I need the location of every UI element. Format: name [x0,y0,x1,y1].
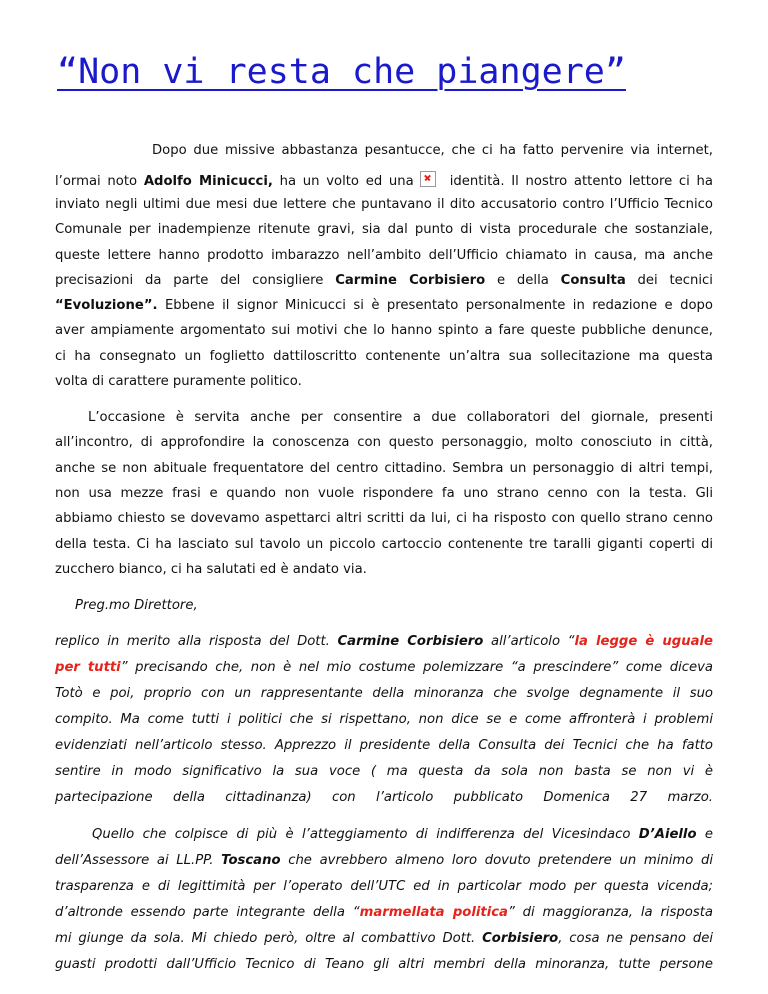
p4-line-2: dell’Assessore ai LL.PP. Toscano che avrebbero almeno loro dovuto pretendere un minimo di [55,853,713,868]
p2-line-6: della testa. Ci ha lasciato sul tavolo un piccolo cartoccio contenente tre taralli giganti coperti di [55,537,713,552]
p3-line-2: per tutti” precisando che, non è nel mio costume polemizzare “a prescindere” come diceva [55,660,713,675]
p1-line-7: “Evoluzione”. Ebbene il signor Minicucci si è presentato personalmente in redazione e dopo [55,298,713,313]
p2-line-2: all’incontro, di approfondire la conoscenza con questo personaggio, molto conosciuto in città, [55,435,713,450]
article-quote: la legge è uguale [574,634,713,649]
p1-line-9: ci ha consegnato un foglietto dattiloscritto contenente un’altra sua sollecitazione ma questa [55,349,713,364]
p2-line-5: abbiamo chiesto se dovevamo aspettarci altri scritti da lui, ci ha risposto con quello strano cenno [55,511,713,526]
p2-line-4: non usa mezze frasi e quando non vuole rispondere fa uno strano cenno con la testa. Gli [55,486,713,501]
p1-line-5: queste lettere hanno prodotto imbarazzo nell’ambito dell’Ufficio chiamato in causa, ma anche [55,248,713,263]
p3-line-1: replico in merito alla risposta del Dott. Carmine Corbisiero all’articolo “la legge è uguale [55,634,713,649]
p4-line-3: trasparenza e di legittimità per l’operato dell’UTC ed in particolar modo per questa vicenda; [55,879,713,894]
article-title: “Non vi resta che piangere” [57,52,626,92]
p3-line-6: sentire in modo significativo la sua voce ( ma questa da sola non basta se non vi è [55,764,713,779]
p3-line-4: compito. Ma come tutti i politici che si rispettano, non dice se e come affronterà i problemi [55,712,713,727]
p1-line-2: l’ormai noto Adolfo Minicucci, ha un volto ed una identità. Il nostro attento lettore ci ha [55,171,713,190]
p1-line-3: inviato negli ultimi due mesi due lettere che puntavano il dito accusatorio contro l’Ufficio Tecnico [55,197,713,212]
broken-image-icon [420,171,436,187]
p4-line-5: mi giunge da sola. Mi chiedo però, oltre al combattivo Dott. Corbisiero, cosa ne pensano dei [55,931,714,946]
highlight-phrase: marmellata politica [359,905,508,920]
author-name: Adolfo Minicucci, [143,174,273,189]
p3-line-5: evidenziati nell’articolo stesso. Apprezzo il presidente della Consulta dei Tecnici che ha fatto [55,738,713,753]
p1-line-1: Dopo due missive abbastanza pesantucce, che ci ha fatto pervenire via internet, [152,143,713,158]
p1-line-4: Comunale per inadempienze ritenute gravi, sia dal punto di vista procedurale che sostanziale, [55,222,713,237]
p4-line-4: d’altronde essendo parte integrante della “marmellata politica” di maggioranza, la risposta [55,905,713,920]
p1-line-10: volta di carattere puramente politico. [55,374,302,389]
p3-line-7: partecipazione della cittadinanza) con l’articolo pubblicato Domenica 27 marzo. [55,790,713,805]
p1-line-8: aver ampiamente argomentato sui motivi che lo hanno spinto a fare queste pubbliche denunce, [55,323,713,338]
p2-line-1: L’occasione è servita anche per consentire a due collaboratori del giornale, presenti [88,410,713,425]
p1-line-6: precisazioni da parte del consigliere Carmine Corbisiero e della Consulta dei tecnici [55,273,713,288]
p2-line-3: anche se non abituale frequentatore del centro cittadino. Sembra un personaggio di altri tempi, [55,461,713,476]
p2-line-7: zucchero bianco, ci ha salutati ed è andato via. [55,562,367,577]
salutation: Preg.mo Direttore, [75,598,198,613]
p4-line-6: guasti prodotti dall’Ufficio Tecnico di Teano gli altri membri della minoranza, tutte persone [55,957,713,972]
p4-line-1: Quello che colpisce di più è l’atteggiamento di indifferenza del Vicesindaco D’Aiello e [92,827,714,842]
p3-line-3: Totò e poi, proprio con un rappresentante della minoranza che svolge degnamente il suo [55,686,713,701]
